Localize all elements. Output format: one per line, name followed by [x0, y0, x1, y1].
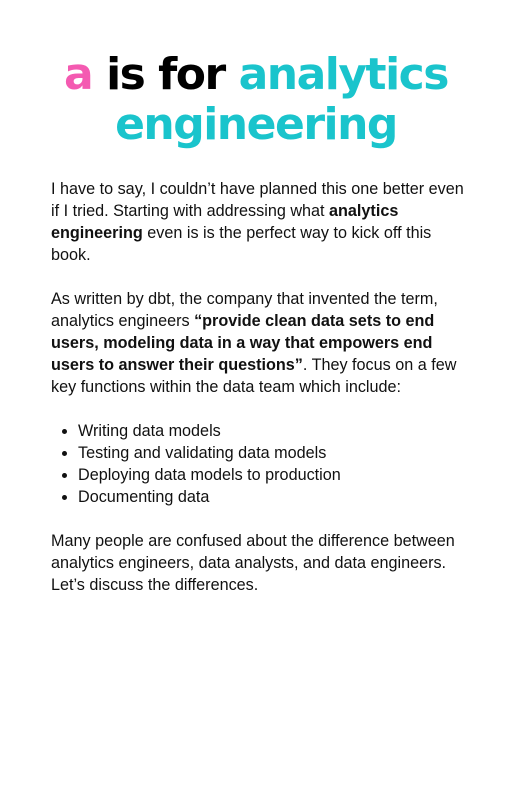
title-letter: a — [64, 49, 93, 100]
list-item: • Documenting data — [78, 486, 465, 508]
closing-paragraph: Many people are confused about the difference between analytics engineers, data analysts, and data engineers. Let’s discuss the differences. — [51, 532, 455, 594]
title-is-for: is for — [106, 49, 225, 100]
definition-paragraph — [51, 288, 465, 398]
title-analytics: analytics — [238, 49, 448, 100]
definition-text-2: . They focus on a few key functions within the data team which include: — [51, 356, 457, 396]
intro-bold: analytics engineering — [51, 202, 399, 242]
title-engineering: engineering — [115, 99, 397, 150]
functions-list — [51, 420, 465, 508]
page-title — [0, 50, 512, 150]
intro-text-1: I have to say, I couldn’t have planned this one better even if I tried. Starting with addressing what — [51, 180, 464, 220]
title-line-1 — [0, 50, 512, 100]
intro-text-2: even is is the perfect way to kick off this book. — [51, 224, 432, 264]
definition-text-1: As written by dbt, the company that invented the term, analytics engineers — [51, 290, 438, 330]
definition-quote: “provide clean data sets to end users, modeling data in a way that empowers end users to answer their questions” — [51, 312, 435, 374]
list-item: • Writing data models — [78, 420, 465, 442]
body-content — [51, 178, 465, 618]
list-item: • Deploying data models to production — [78, 464, 465, 486]
intro-paragraph — [51, 178, 465, 266]
list-item: • Testing and validating data models — [78, 442, 465, 464]
